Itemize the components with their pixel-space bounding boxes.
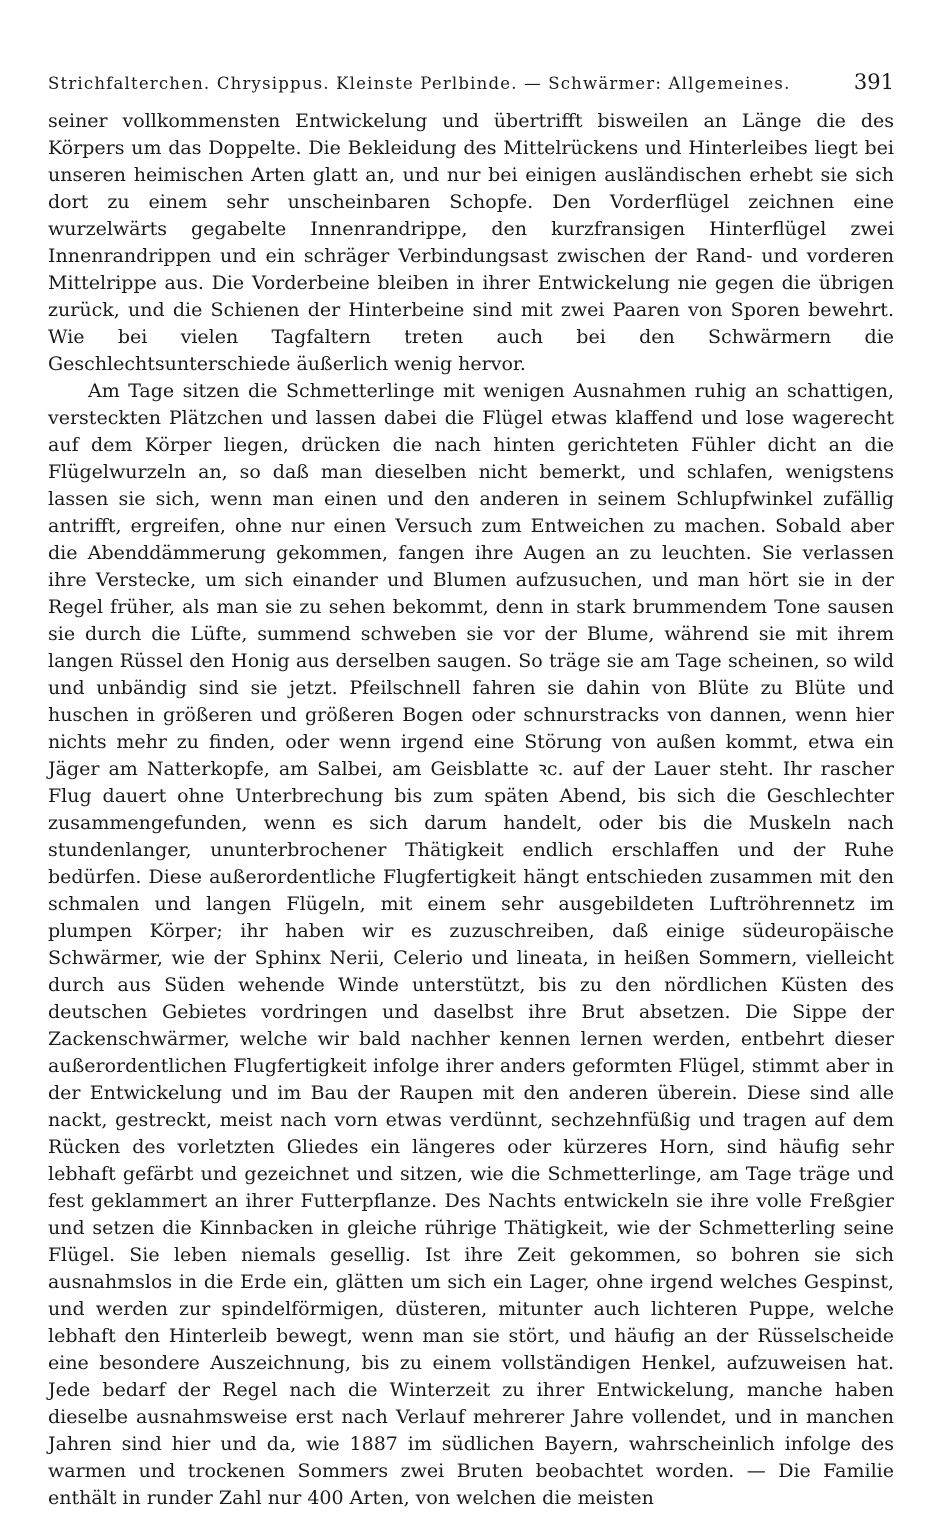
page-number: 391	[853, 70, 894, 94]
running-head	[48, 70, 894, 108]
paragraph-behavior: Am Tage sitzen die Schmetterlinge mit wenigen Ausnahmen ruhig an schattigen, versteckten Plätzchen und lassen dabei die Flügel etwas klaffend und lose wagerecht auf dem Körper liegen, drücken die nach hinten gerichteten Fühler dicht an die Flügelwurzeln an, so daß man dieselben nicht bemerkt, und schlafen, wenigstens lassen sie sich, wenn man einen und den anderen in seinem Schlupfwinkel zufällig antrifft, ergreifen, ohne nur einen Versuch zum Entweichen zu machen. Sobald aber die Abenddämmerung gekommen, fangen ihre Augen an zu leuchten. Sie verlassen ihre Verstecke, um sich einander und Blumen aufzusuchen, und man hört sie in der Regel früher, als man sie zu sehen bekommt, denn in stark brummendem Tone sausen sie durch die Lüfte, summend schweben sie vor der Blume, während sie mit ihrem langen Rüssel den Honig aus derselben saugen. So träge sie am Tage scheinen, so wild und unbändig sind sie jetzt. Pfeilschnell fahren sie dahin von Blüte zu Blüte und huschen in größeren und größeren Bogen oder schnurstracks von dannen, wenn hier nichts mehr zu finden, oder wenn irgend eine Störung von außen kommt, etwa ein Jäger am Natterkopfe, am Salbei, am Geisblatte ꝛc. auf der Lauer steht. Ihr rascher Flug dauert ohne Unterbrechung bis zum späten Abend, bis sich die Geschlechter zusammengefunden, wenn es sich darum handelt, oder bis die Muskeln nach stundenlanger, ununterbrochener Thätigkeit endlich erschlaffen und der Ruhe bedürfen. Diese außerordentliche Flugfertigkeit hängt entschieden zusammen mit den schmalen und langen Flügeln, mit einem sehr ausgebildeten Luftröhrennetz im plumpen Körper; ihr haben wir es zuzuschreiben, daß einige südeuropäische Schwärmer, wie der Sphinx Nerii, Celerio und lineata, in heißen Sommern, vielleicht durch aus Süden wehende Winde unterstützt, bis zu den nördlichen Küsten des deutschen Gebietes vordringen und daselbst ihre Brut absetzen. Die Sippe der Zackenschwärmer, welche wir bald nachher kennen lernen werden, entbehrt dieser außerordentlichen Flugfertigkeit infolge ihrer anders geformten Flügel, stimmt aber in der Entwickelung und im Bau der Raupen mit den anderen überein. Diese sind alle nackt, gestreckt, meist nach vorn etwas verdünnt, sechzehnfüßig und tragen auf dem Rücken des vorletzten Gliedes ein längeres oder kürzeres Horn, sind häufig sehr lebhaft gefärbt und gezeichnet und sitzen, wie die Schmetterlinge, am Tage träge und fest geklammert an ihrer Futterpflanze. Des Nachts entwickeln sie ihre volle Freßgier und setzen die Kinnbacken in gleiche rührige Thätigkeit, wie der Schmetterling seine Flügel. Sie leben niemals gesellig. Ist ihre Zeit gekommen, so bohren sie sich ausnahmslos in die Erde ein, glätten um sich ein Lager, ohne irgend welches Gespinst, und werden zur spindelförmigen, düsteren, mitunter auch lichteren Puppe, welche lebhaft den Hinterleib bewegt, wenn man sie stört, und häufig an der Rüsselscheide eine besondere Auszeichnung, bis zu einem vollständigen Henkel, aufzuweisen hat. Jede bedarf der Regel nach die Winterzeit zu ihrer Entwickelung, manche haben dieselbe ausnahmsweise erst nach Verlauf mehrerer Jahre vollendet, und in manchen Jahren sind hier und da, wie 1887 im südlichen Bayern, wahrscheinlich infolge des warmen und trockenen Sommers zwei Bruten beobachtet worden. — Die Familie enthält in runder Zahl nur 400 Arten, von welchen die meisten	[48, 380, 894, 1509]
book-page	[48, 70, 894, 1512]
paragraph-continuation: seiner vollkommensten Entwickelung und übertrifft bisweilen an Länge die des Körpers um das Doppelte. Die Bekleidung des Mittelrückens und Hinterleibes liegt bei unseren heimischen Arten glatt an, und nur bei einigen ausländischen erhebt sie sich dort zu einem sehr unscheinbaren Schopfe. Den Vorderflügel zeichnen eine wurzelwärts gegabelte Innenrandrippe, den kurzfransigen Hinterflügel zwei Innenrandrippen und ein schräger Verbindungsast zwischen der Rand- und vorderen Mittelrippe aus. Die Vorderbeine bleiben in ihrer Entwickelung nie gegen die übrigen zurück, und die Schienen der Hinterbeine sind mit zwei Paaren von Sporen bewehrt. Wie bei vielen Tagfaltern treten auch bei den Schwärmern die Geschlechtsunterschiede äußerlich wenig hervor.	[48, 110, 894, 375]
body-text	[48, 108, 894, 1512]
running-head-title: Strichfalterchen. Chrysippus. Kleinste Perlbinde. — Schwärmer: Allgemeines.	[48, 74, 791, 93]
